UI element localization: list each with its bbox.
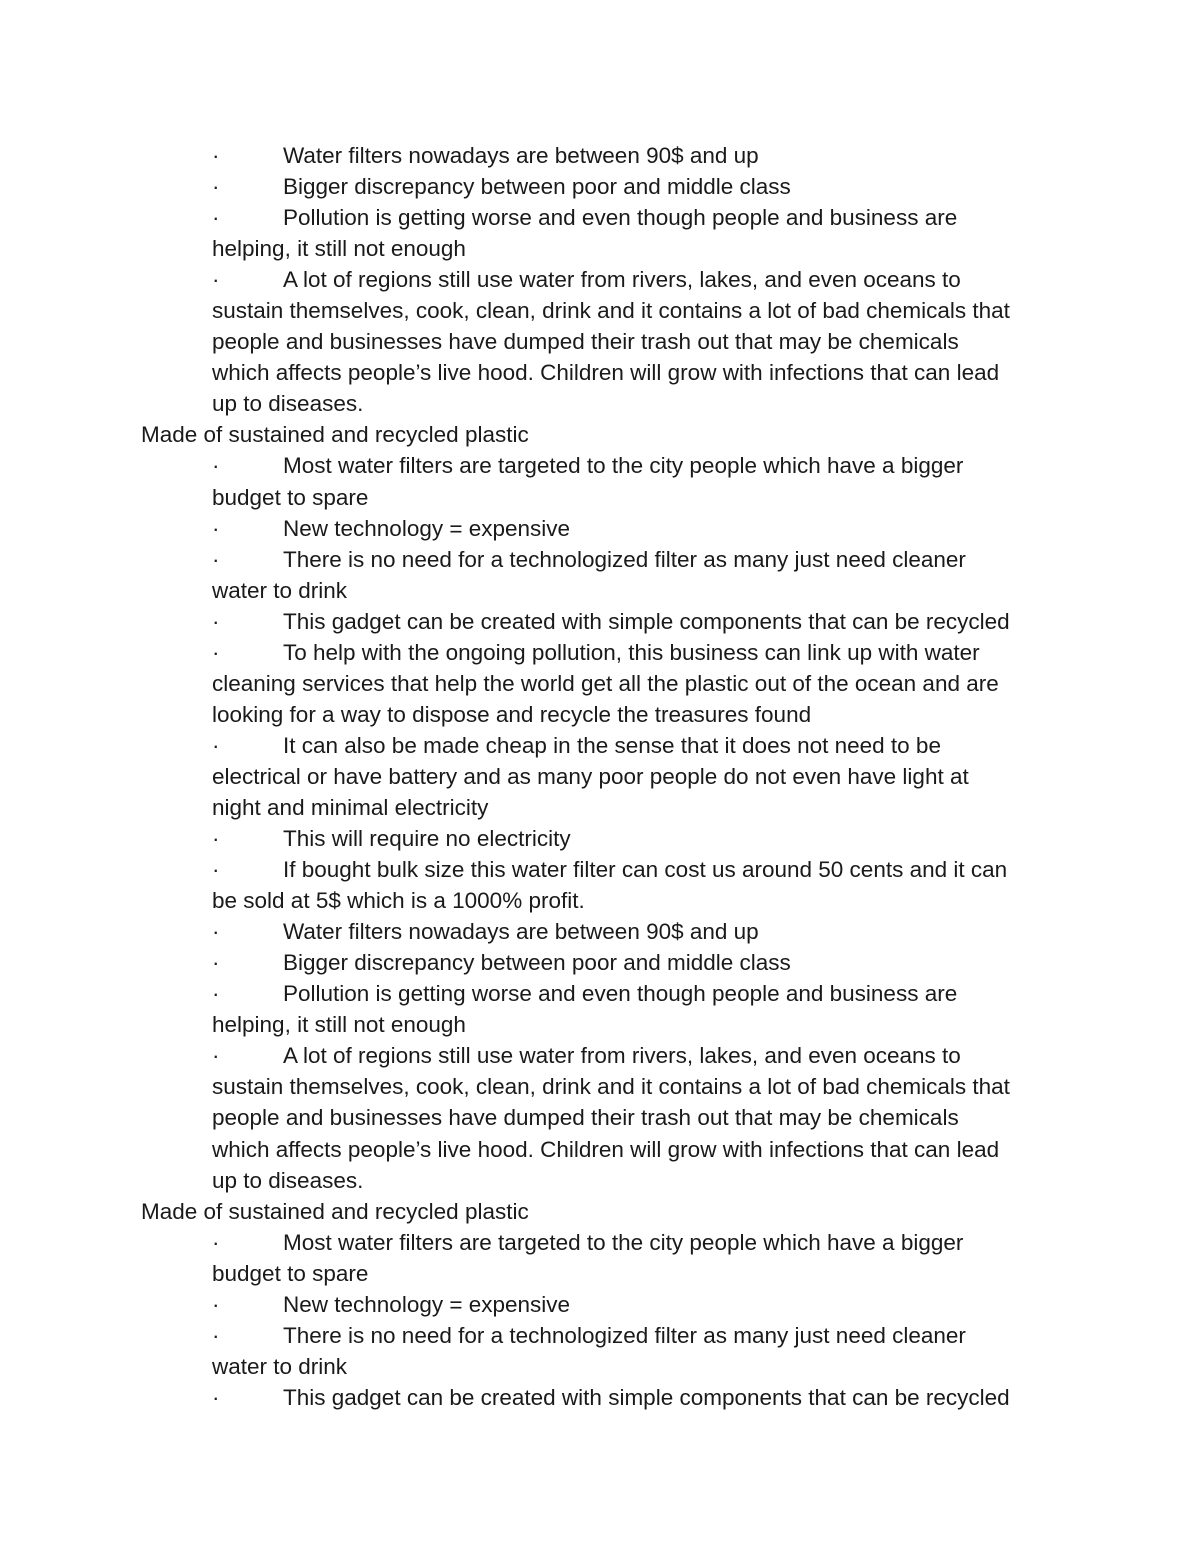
bullet-marker: · [212, 515, 220, 541]
continuation-line: night and minimal electricity [212, 794, 489, 820]
continuation-line: sustain themselves, cook, clean, drink and it contains a lot of bad chemicals that [212, 298, 1010, 324]
bullet-marker: · [212, 1229, 220, 1255]
bullet-text: Water filters nowadays are between 90$ and up [283, 919, 759, 945]
bullet-text: It can also be made cheap in the sense that it does not need to be [283, 732, 941, 758]
bullet-marker: · [212, 453, 220, 479]
section-heading: Made of sustained and recycled plastic [141, 1198, 529, 1224]
bullet-text: Bigger discrepancy between poor and middle class [283, 174, 791, 200]
bullet-item [141, 947, 1061, 978]
section-heading: Made of sustained and recycled plastic [141, 422, 529, 448]
bullet-item [141, 823, 1061, 854]
bullet-marker: · [212, 919, 220, 945]
bullet-text: Pollution is getting worse and even though people and business are [283, 981, 958, 1007]
bullet-text: New technology = expensive [283, 1291, 571, 1317]
bullet-marker: · [212, 1291, 220, 1317]
bullet-marker: · [212, 546, 220, 572]
bullet-item [141, 730, 1061, 761]
bullet-item [141, 140, 1061, 171]
bullet-marker: · [212, 608, 220, 634]
bullet-text: Water filters nowadays are between 90$ and up [283, 143, 759, 168]
continuation-line: which affects people’s live hood. Children will grow with infections that can lead [212, 1136, 1000, 1162]
bullet-text: Most water filters are targeted to the city people which have a bigger [283, 1229, 964, 1255]
bullet-item [141, 1382, 1061, 1413]
bullet-text: A lot of regions still use water from rivers, lakes, and even oceans to [283, 267, 961, 293]
bullet-item [141, 916, 1061, 947]
continuation-line: which affects people’s live hood. Children will grow with infections that can lead [212, 360, 1000, 386]
bullet-item [141, 637, 1061, 668]
continuation-line: helping, it still not enough [212, 1012, 466, 1038]
bullet-item [141, 854, 1061, 885]
bullet-text: A lot of regions still use water from rivers, lakes, and even oceans to [283, 1043, 961, 1069]
document-body [141, 140, 1061, 1413]
bullet-marker: · [212, 732, 220, 758]
bullet-text: This will require no electricity [283, 826, 571, 852]
continuation-line: people and businesses have dumped their trash out that may be chemicals [212, 1105, 959, 1131]
bullet-text: This gadget can be created with simple components that can be recycled [283, 608, 1010, 634]
continuation-line: electrical or have battery and as many poor people do not even have light at [212, 763, 969, 789]
continuation-line: water to drink [212, 1353, 348, 1379]
bullet-item [141, 544, 1061, 575]
bullet-marker: · [212, 639, 220, 665]
bullet-marker: · [212, 1322, 220, 1348]
bullet-marker: · [212, 1043, 220, 1069]
continuation-line: budget to spare [212, 484, 369, 510]
bullet-item [141, 1040, 1061, 1071]
continuation-line: cleaning services that help the world get all the plastic out of the ocean and are [212, 670, 999, 696]
bullet-marker: · [212, 826, 220, 852]
bullet-item [141, 450, 1061, 481]
bullet-marker: · [212, 205, 220, 231]
bullet-item [141, 264, 1061, 295]
bullet-item [141, 606, 1061, 637]
bullet-item [141, 1289, 1061, 1320]
bullet-item [141, 513, 1061, 544]
continuation-line: up to diseases. [212, 391, 364, 417]
bullet-marker: · [212, 1384, 220, 1410]
bullet-marker: · [212, 267, 220, 293]
bullet-text: If bought bulk size this water filter can cost us around 50 cents and it can [283, 857, 1008, 883]
continuation-line: people and businesses have dumped their trash out that may be chemicals [212, 329, 959, 355]
bullet-text: To help with the ongoing pollution, this business can link up with water [283, 639, 980, 665]
bullet-item [141, 1320, 1061, 1351]
bullet-item [141, 202, 1061, 233]
bullet-text: Most water filters are targeted to the city people which have a bigger [283, 453, 964, 479]
continuation-line: up to diseases. [212, 1167, 364, 1193]
bullet-marker: · [212, 950, 220, 976]
bullet-text: There is no need for a technologized filter as many just need cleaner [283, 1322, 966, 1348]
continuation-line: budget to spare [212, 1260, 369, 1286]
bullet-text: Pollution is getting worse and even though people and business are [283, 205, 958, 231]
bullet-text: Bigger discrepancy between poor and middle class [283, 950, 791, 976]
bullet-item [141, 1227, 1061, 1258]
bullet-marker: · [212, 857, 220, 883]
bullet-marker: · [212, 143, 220, 168]
bullet-text: There is no need for a technologized filter as many just need cleaner [283, 546, 966, 572]
bullet-item [141, 171, 1061, 202]
bullet-marker: · [212, 981, 220, 1007]
bullet-text: New technology = expensive [283, 515, 571, 541]
continuation-line: be sold at 5$ which is a 1000% profit. [212, 888, 585, 914]
continuation-line: helping, it still not enough [212, 236, 466, 262]
bullet-item [141, 978, 1061, 1009]
continuation-line: looking for a way to dispose and recycle the treasures found [212, 701, 812, 727]
bullet-marker: · [212, 174, 220, 200]
continuation-line: sustain themselves, cook, clean, drink and it contains a lot of bad chemicals that [212, 1074, 1010, 1100]
continuation-line: water to drink [212, 577, 348, 603]
bullet-text: This gadget can be created with simple components that can be recycled [283, 1384, 1010, 1410]
